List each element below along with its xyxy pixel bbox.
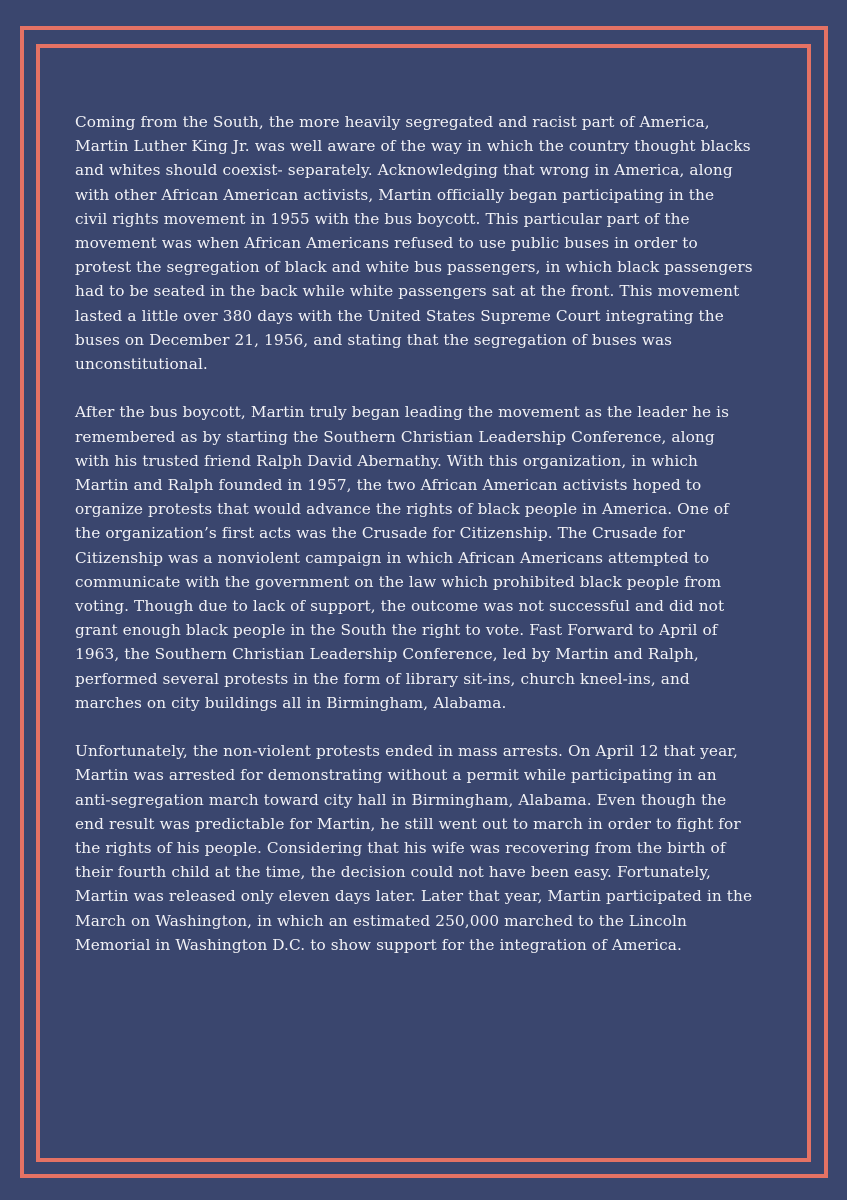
body-text — [75, 110, 787, 981]
paragraph-arrests: Unfortunately, the non-violent protests ended in mass arrests. On April 12 that year, Martin was arrested for demonstrating without a permit while participating in an anti-segregation march toward city hall in Birmingham, Alabama. Even though the end result was predictable for Martin, he still went out to march in order to fight for the rights of his people. Considering that his wife was recovering from the birth of their fourth child at the time, the decision could not have been easy. Fortunately, Martin was released only eleven days later. Later that year, Martin participated in the March on Washington, in which an estimated 250,000 marched to the Lincoln Memorial in Washington D.C. to show support for the integration of America. — [75, 742, 753, 954]
paragraph-bus-boycott: Coming from the South, the more heavily segregated and racist part of America, Martin Luther King Jr. was well aware of the way in which the country thought blacks and whites should coexist- separately. Acknowledging that wrong in America, along with other African American activists, Martin officially began participating in the civil rights movement in 1955 with the bus boycott. This particular part of the movement was when African Americans refused to use public buses in order to protest the segregation of black and white bus passengers, in which black passengers had to be seated in the back while white passengers sat at the front. This movement lasted a little over 380 days with the United States Supreme Court integrating the buses on December 21, 1956, and stating that the segregation of buses was unconstitutional. — [75, 113, 753, 374]
paragraph-sclc: After the bus boycott, Martin truly began leading the movement as the leader he is remembered as by starting the Southern Christian Leadership Conference, along with his trusted friend Ralph David Abernathy. With this organization, in which Martin and Ralph founded in 1957, the two African American activists hoped to organize protests that would advance the rights of black people in America. One of the organization’s first acts was the Crusade for Citizenship. The Crusade for Citizenship was a nonviolent campaign in which African Americans attempted to communicate with the government on the law which prohibited black people from voting. Though due to lack of support, the outcome was not successful and did not grant enough black people in the South the right to vote. Fast Forward to April of 1963, the Southern Christian Leadership Conference, led by Martin and Ralph, performed several protests in the form of library sit-ins, church kneel-ins, and marches on city buildings all in Birmingham, Alabama. — [75, 403, 730, 712]
